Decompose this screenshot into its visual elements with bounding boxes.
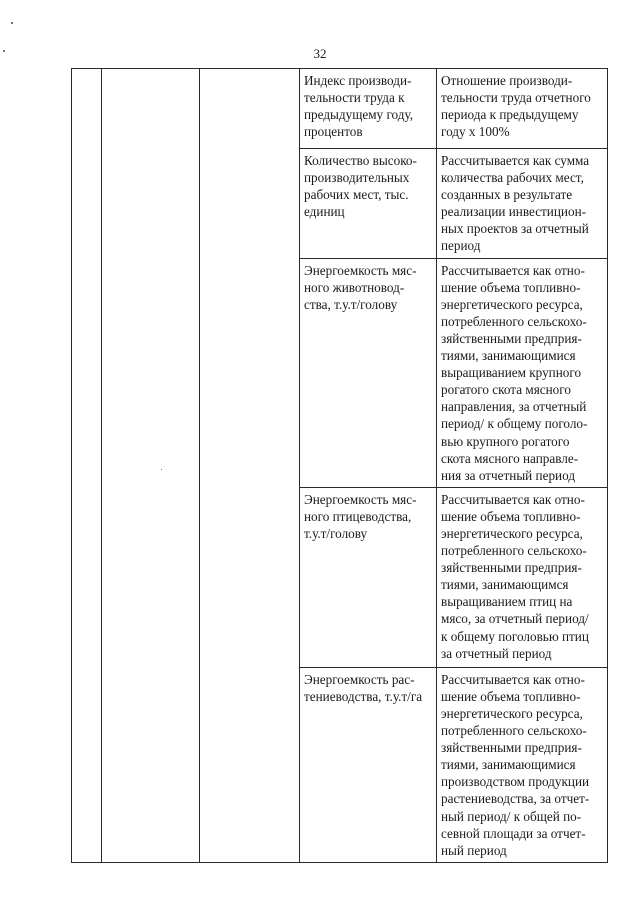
empty-column-2: [102, 69, 200, 863]
indicator-name: Индекс производи- тельности труда к предыдущему году, процентов: [304, 73, 414, 140]
indicators-table: [71, 68, 608, 863]
calculation-method: Рассчитывается как отно- шение объема топливно- энергетического ресурса, потребленного сельскохо- зяйственными предприя- тиями, занимающимися выращиванием крупного рогатого скота мясного направления, за отчетный период/ к общему поголо- вью крупного рогатого скота мясного направле- ния за отчетный период: [441, 262, 588, 483]
method-cell: [437, 258, 608, 487]
scan-speck: [3, 50, 5, 52]
indicator-cell: [300, 149, 437, 259]
method-cell: [437, 667, 608, 862]
empty-column-1: [72, 69, 102, 863]
calculation-method: Рассчитывается как отно- шение объема топливно- энергетического ресурса, потребленного сельскохо- зяйственными предприя- тиями, занимающимися производством продукции растениеводства, за отчет- ный период/ к общей по- севной площади за отчет- ный период: [441, 671, 590, 858]
indicator-cell: [300, 258, 437, 487]
table-row: [72, 69, 608, 149]
method-cell: [437, 487, 608, 667]
calculation-method: Отношение производи- тельности труда отчетного периода к предыдущему году х 100%: [441, 73, 591, 140]
indicator-name: Энергоемкость мяс- ного птицеводства, т.у.т/голову: [304, 491, 417, 541]
calculation-method: Рассчитывается как отно- шение объема топливно- энергетического ресурса, потребленного сельскохо- зяйственными предприя- тиями, занимающимся выращиванием птиц на мясо, за отчетный период/ к общему поголовью птиц за отчетный период: [441, 491, 589, 661]
empty-column-3: [200, 69, 300, 863]
method-cell: [437, 149, 608, 259]
scan-speck: [11, 22, 13, 24]
indicator-name: Энергоемкость мяс- ного животновод- ства, т.у.т/голову: [304, 262, 417, 312]
page-number: 32: [313, 46, 327, 61]
indicator-cell: [300, 667, 437, 862]
indicator-name: Энергоемкость рас- тениеводства, т.у.т/га: [304, 671, 423, 704]
indicator-cell: [300, 487, 437, 667]
calculation-method: Рассчитывается как сумма количества рабочих мест, созданных в результате реализации инвестицион- ных проектов за отчетный период: [441, 153, 590, 254]
indicator-name: Количество высоко- производительных рабочих мест, тыс. единиц: [304, 153, 417, 220]
method-cell: [437, 69, 608, 149]
indicator-cell: [300, 69, 437, 149]
